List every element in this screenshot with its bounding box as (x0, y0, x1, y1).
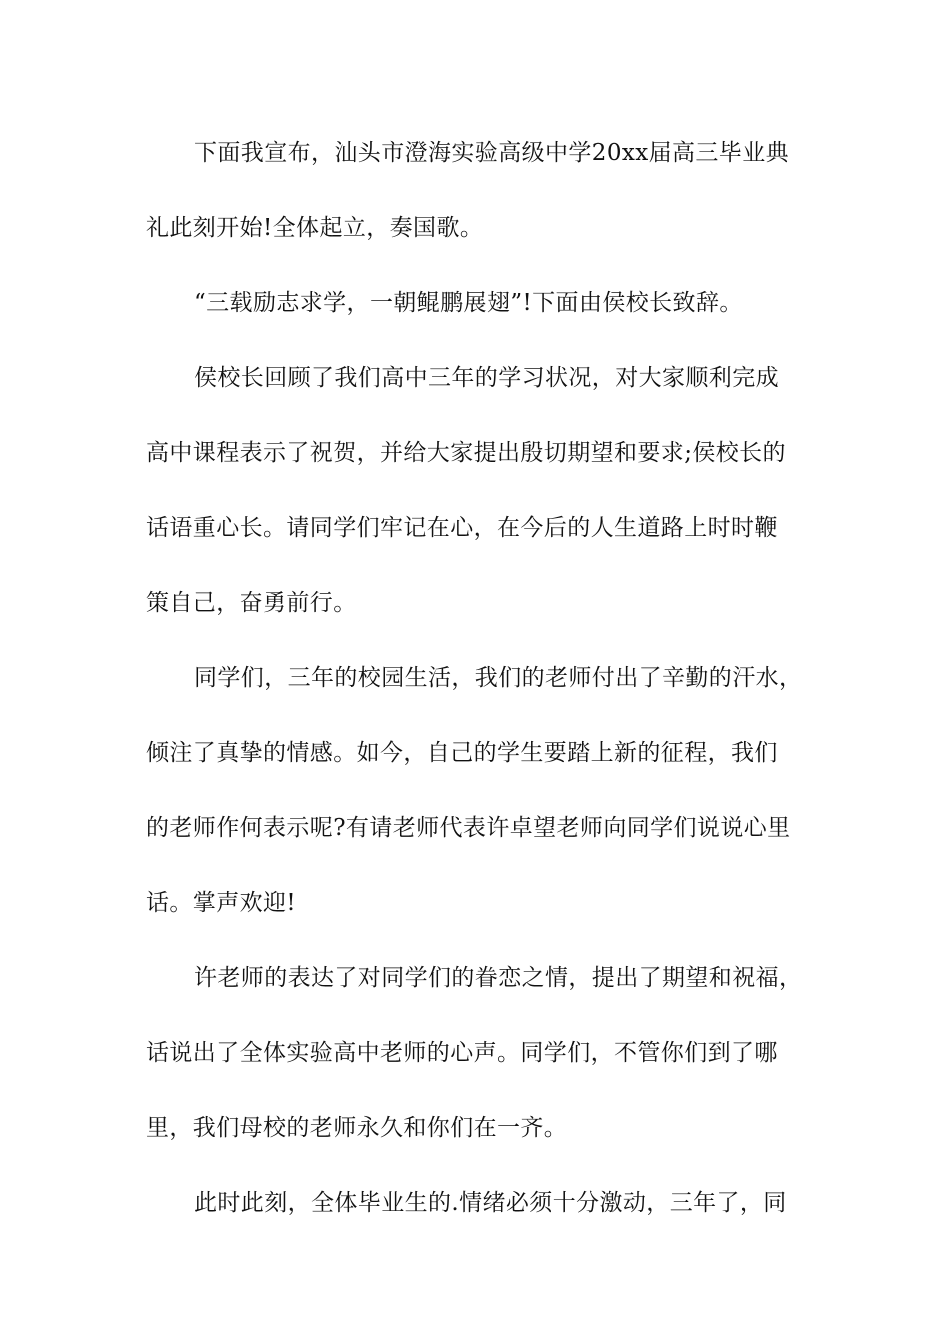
paragraph-line: 的老师作何表示呢?有请老师代表许卓望老师向同学们说说心里 (146, 815, 791, 841)
document-body (146, 128, 810, 1253)
paragraph-line: 话。掌声欢迎! (146, 890, 297, 916)
paragraph-line: 话说出了全体实验高中老师的心声。同学们，不管你们到了哪 (146, 1040, 778, 1066)
paragraph-line: 策自己，奋勇前行。 (146, 590, 357, 616)
paragraph-line: 话语重心长。请同学们牢记在心，在今后的人生道路上时时鞭 (146, 515, 778, 541)
paragraph-line: 下面我宣布，汕头市澄海实验高级中学20xx届高三毕业典 (194, 140, 790, 166)
paragraph-line: “三载励志求学，一朝鲲鹏展翅”!下面由侯校长致辞。 (194, 290, 743, 316)
paragraph-line: 礼此刻开始!全体起立，奏国歌。 (146, 215, 484, 241)
paragraph-line: 此时此刻，全体毕业生的.情绪必须十分激动，三年了，同 (194, 1190, 787, 1216)
paragraph-line: 同学们，三年的校园生活，我们的老师付出了辛勤的汗水， (194, 665, 803, 691)
paragraph-line: 倾注了真挚的情感。如今，自己的学生要踏上新的征程，我们 (146, 740, 778, 766)
paragraph-line: 里，我们母校的老师永久和你们在一齐。 (146, 1115, 568, 1141)
paragraph-line: 许老师的表达了对同学们的眷恋之情，提出了期望和祝福， (194, 965, 803, 991)
paragraph-line: 高中课程表示了祝贺，并给大家提出殷切期望和要求;侯校长的 (146, 440, 786, 466)
paragraph-line: 侯校长回顾了我们高中三年的学习状况，对大家顺利完成 (194, 365, 779, 391)
